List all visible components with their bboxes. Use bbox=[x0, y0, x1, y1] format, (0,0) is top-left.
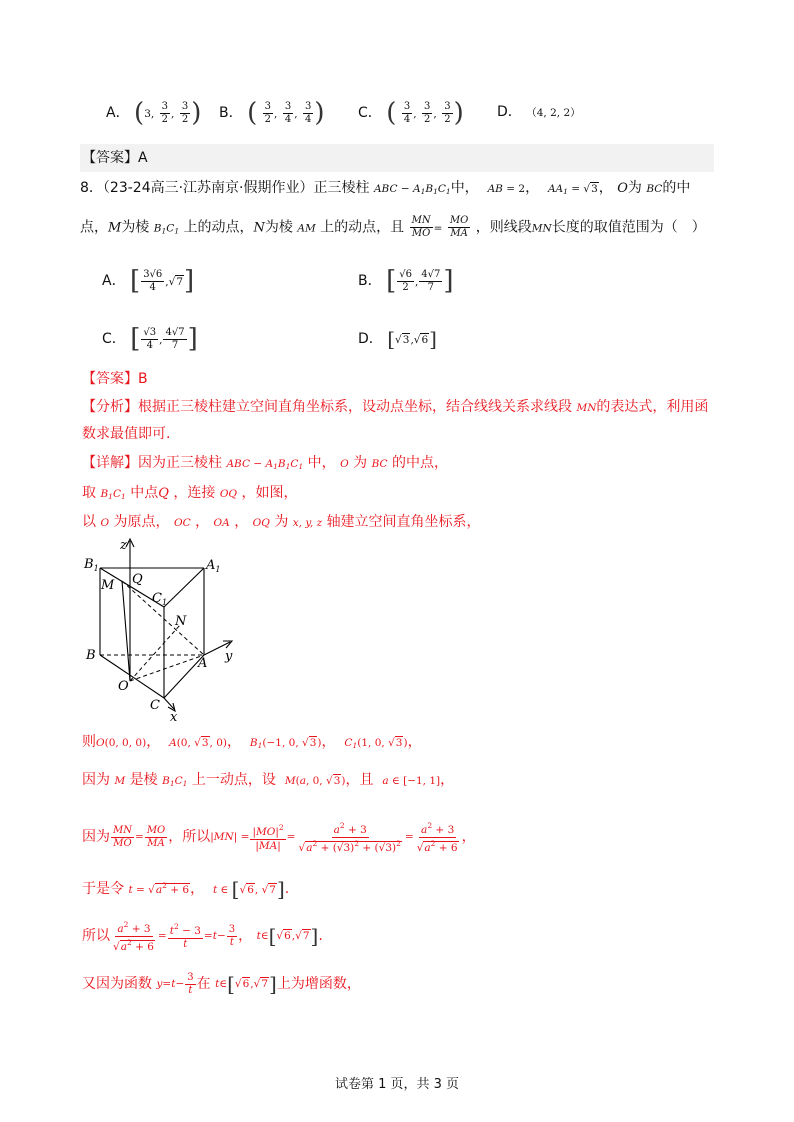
segment-M-O bbox=[122, 581, 130, 681]
answer-highlight-bar bbox=[80, 144, 714, 172]
label-y: y bbox=[225, 649, 233, 664]
q7-option-d: D． （4, 2, 2） bbox=[497, 104, 581, 120]
option-label: A． bbox=[106, 105, 130, 121]
q8-option-a: A． [ $\frac{3√6}{4}$ ,√7] bbox=[102, 266, 195, 296]
q8-option-c: C． [ $\frac{√3}{4}$ , $\frac{4√7}{7}$ ] bbox=[102, 324, 198, 354]
label-N: N bbox=[175, 614, 187, 629]
q7-option-a: A． (3, $\frac{3}{2}$ , $\frac{3}{2}$ ) bbox=[106, 98, 202, 128]
label-M: M bbox=[101, 578, 115, 593]
q8-line-1: 8．（23-24高三·江苏南京·假期作业）正三棱柱 ABC − $A_1B_1C_1$中， AB = 2， $AA_1 = √3$， O为 BC的中 bbox=[80, 180, 691, 196]
q7-answer: 【答案】A bbox=[82, 150, 148, 166]
q8-line-2: 点，M为棱 $B_1C_1$ 上的动点，N为棱 AM 上的动点，且 $\frac{MN}{MO}$ = $\frac{MO}{MA}$ ，则线段MN长度的取值范围为（ ） bbox=[80, 215, 706, 239]
q8-detail-line-2: 取 $B_1C_1$ 中点Q ，连接 OQ ，如图， bbox=[82, 485, 298, 501]
dashed-O-N bbox=[130, 625, 180, 681]
q8-option-b: B． [ $\frac{√6}{2}$ , $\frac{4√7}{7}$ ] bbox=[358, 266, 454, 296]
q8-detail-line-1: 【详解】因为正三棱柱 ABC − $A_1B_1C_1$ 中， O 为 BC 的中点， bbox=[82, 455, 448, 471]
q8-let-t-line: 于是令 $t = √a^2 + 6$， t ∈ [√6, √7]. bbox=[82, 877, 290, 901]
label-B: B bbox=[86, 648, 96, 663]
q8-option-d: D． [√3,√6] bbox=[358, 327, 437, 351]
q8-answer: 【答案】B bbox=[82, 371, 148, 387]
prism-figure bbox=[80, 535, 245, 725]
label-x: x bbox=[170, 710, 178, 725]
label-Q: Q bbox=[132, 572, 143, 587]
label-A1: $A_1$ bbox=[206, 558, 221, 574]
q8-coords-line: 则O(0, 0, 0)， A(0, √3, 0)， $B_1(-1$, 0, √3)， $C_1(1$, 0, √3)， bbox=[82, 734, 422, 750]
edge-A1-C1 bbox=[164, 568, 204, 607]
q7-option-b: B． ( $\frac{3}{2}$ , $\frac{3}{4}$ , $\frac{3}{4}$ ) bbox=[219, 98, 325, 128]
edge-B-C bbox=[100, 655, 164, 698]
q8-mn-expression: 因为 $\frac{MN}{MO}$ = $\frac{MO}{MA}$ ，所以 | MN | = $\frac{|MO|^2}{|MA|}$ = $\frac{a^2 + 3}{√a^2 + (√3)^2 + (√3)^2}$ = $\frac{a^2 + 3}{√a^2 + 6}$ ， bbox=[82, 820, 476, 854]
page-footer: 试卷第 1 页，共 3 页 bbox=[334, 1077, 460, 1092]
q7-option-c: C． ( $\frac{3}{4}$ , $\frac{3}{2}$ , $\frac{3}{2}$ ) bbox=[358, 98, 464, 128]
q8-so-line: 所以 $\frac{a^2 + 3}{√a^2 + 6}$ = $\frac{t^2 - 3}{t}$ = t − $\frac{3}{t}$ ， t ∈ [ √6 , √7 ] . bbox=[82, 919, 323, 953]
q8-analysis-line-1: 【分析】根据正三棱柱建立空间直角坐标系，设动点坐标，结合线线关系求线段 MN的表达式，利用函 bbox=[82, 399, 709, 415]
label-C: C bbox=[150, 698, 160, 713]
q8-analysis-line-2: 数求最值即可. bbox=[82, 426, 171, 442]
q8-point-m-line: 因为 M 是棱 $B_1C_1$ 上一动点，设 M(a, 0, √3)，且 a ∈ [−1, 1]， bbox=[82, 772, 455, 788]
label-O: O bbox=[118, 679, 129, 694]
q8-detail-line-3: 以 O 为原点， OC ， OA ， OQ 为 x, y, z 轴建立空间直角坐标系， bbox=[82, 514, 481, 530]
q8-increasing-line: 又因为函数 y = t − $\frac{3}{t}$ 在 t ∈ [ √6 , √7 ] 上为增函数， bbox=[82, 971, 361, 996]
label-A: A bbox=[198, 656, 208, 671]
label-B1: $B_1$ bbox=[84, 557, 99, 573]
label-z: z bbox=[120, 538, 127, 553]
label-C1: $C_1$ bbox=[152, 591, 168, 607]
